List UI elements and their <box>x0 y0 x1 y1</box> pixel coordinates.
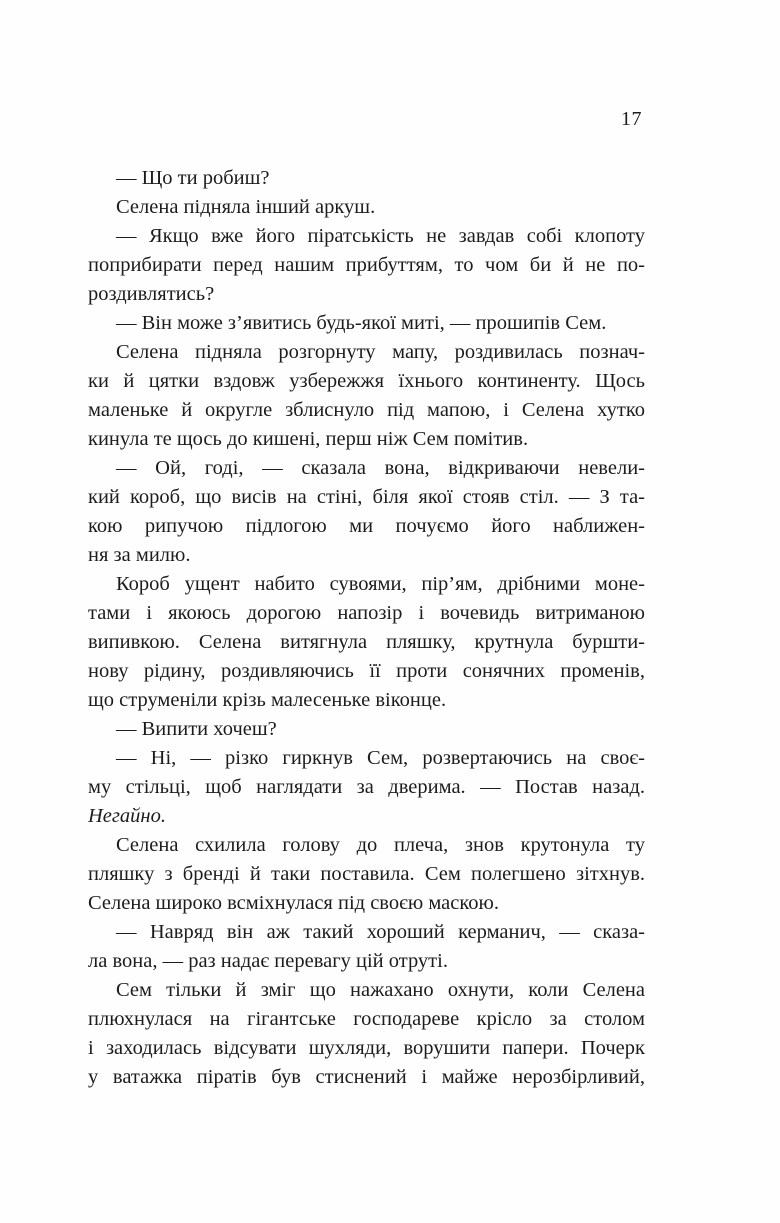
text-line: ла вона, — раз надає перевагу цій отруті. <box>88 950 448 972</box>
text-line: — Ой, годі, — сказала вона, відкриваючи невели- <box>116 457 645 479</box>
text-line: — Випити хочеш? <box>116 718 277 740</box>
text-line: — Якщо вже його піратськість не завдав собі клопоту <box>116 225 645 247</box>
text-line: пляшку з бренді й таки поставила. Сем полегшено зітхнув. <box>88 863 645 885</box>
text-line: що струменіли крізь малесеньке віконце. <box>88 689 447 711</box>
text-line: Селена широко всміхнулася під своєю маскою. <box>88 892 499 914</box>
text-line: — Що ти робиш? <box>116 167 270 189</box>
text-line: Селена схилила голову до плеча, знов крутонула ту <box>116 834 645 856</box>
page-text <box>88 164 645 1092</box>
text-line: кий короб, що висів на стіні, біля якої стояв стіл. — З та- <box>88 486 645 508</box>
text-line: у ватажка піратів був стиснений і майже нерозбірливий, <box>88 1066 645 1088</box>
text-line: — Ні, — різко гиркнув Сем, розвертаючись на своє- <box>116 747 645 769</box>
text-line: і заходилась відсувати шухляди, ворушити папери. Почерк <box>88 1037 645 1059</box>
text-line: му стільці, щоб наглядати за дверима. — Постав назад. <box>88 776 645 798</box>
text-line: Селена підняла розгорнуту мапу, роздивилась познач- <box>116 341 645 363</box>
text-line: плюхнулася на гігантське господареве крісло за столом <box>88 1008 645 1030</box>
text-line: — Навряд він аж такий хороший керманич, — сказа- <box>116 921 645 943</box>
text-line: роздивлятись? <box>88 283 215 305</box>
text-line: випивкою. Селена витягнула пляшку, крутнула буршти- <box>88 631 645 653</box>
text-line: Селена підняла інший аркуш. <box>116 196 376 218</box>
text-line: Негайно. <box>88 805 166 827</box>
text-line: Сем тільки й зміг що нажахано охнути, коли Селена <box>116 979 645 1001</box>
text-line: Короб ущент набито сувоями, пір’ям, дрібними моне- <box>116 573 645 595</box>
text-line: кинула те щось до кишені, перш ніж Сем помітив. <box>88 428 529 450</box>
page-number: 17 <box>621 108 642 130</box>
text-line: нову рідину, роздивляючись її проти сонячних променів, <box>88 660 645 682</box>
text-line: ки й цятки вздовж узбережжя їхнього континенту. Щось <box>88 370 645 392</box>
text-line: тами і якоюсь дорогою напозір і вочевидь витриманою <box>88 602 645 624</box>
text-line: кою рипучою підлогою ми почуємо його наближен- <box>88 515 645 537</box>
text-line: поприбирати перед нашим прибуттям, то чом би й не по- <box>88 254 645 276</box>
text-line: — Він може з’явитись будь-якої миті, — прошипів Сем. <box>116 312 607 334</box>
text-line: маленьке й округле зблиснуло під мапою, і Селена хутко <box>88 399 645 421</box>
text-line: ня за милю. <box>88 544 191 566</box>
